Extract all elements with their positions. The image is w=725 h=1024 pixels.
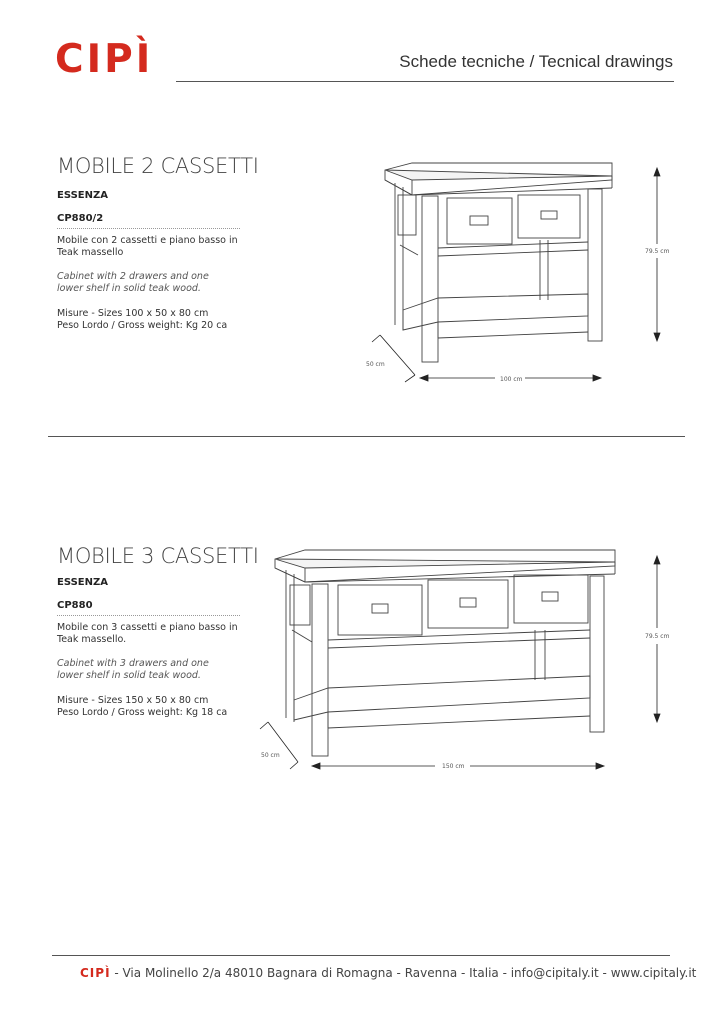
product-2-dim-depth: 50 cm bbox=[261, 752, 280, 759]
product-2-dotted-rule bbox=[57, 615, 240, 616]
product-1-dim-depth: 50 cm bbox=[366, 361, 385, 368]
product-1-dim-height: 79.5 cm bbox=[645, 248, 670, 255]
product-2-technical-drawing bbox=[255, 540, 685, 780]
footer-contact bbox=[80, 966, 696, 980]
product-1-description-it: Mobile con 2 cassetti e piano basso in Teak massello bbox=[57, 235, 238, 258]
product-2-weight: Peso Lordo / Gross weight: Kg 18 ca bbox=[57, 707, 228, 718]
product-1-title: MOBILE 2 CASSETTI bbox=[57, 154, 259, 178]
product-1-dim-width: 100 cm bbox=[500, 376, 523, 383]
product-1-code: CP880/2 bbox=[57, 213, 104, 224]
brand-logo: CIPÌ bbox=[55, 37, 154, 82]
product-2-description-en: Cabinet with 3 drawers and one lower shelf in solid teak wood. bbox=[57, 658, 209, 681]
page-header-title: Schede tecniche / Tecnical drawings bbox=[399, 52, 673, 71]
header-rule bbox=[176, 81, 674, 82]
product-2-dim-width: 150 cm bbox=[442, 763, 465, 770]
section-divider bbox=[48, 436, 685, 437]
product-1-essenza-label: ESSENZA bbox=[57, 190, 108, 201]
product-2-dim-height: 79.5 cm bbox=[645, 633, 670, 640]
product-1-weight: Peso Lordo / Gross weight: Kg 20 ca bbox=[57, 320, 228, 331]
product-2-title: MOBILE 3 CASSETTI bbox=[57, 544, 259, 568]
product-1-dotted-rule bbox=[57, 228, 240, 229]
product-1-technical-drawing bbox=[355, 150, 685, 390]
product-2-sizes: Misure - Sizes 150 x 50 x 80 cm bbox=[57, 695, 209, 706]
product-1-sizes: Misure - Sizes 100 x 50 x 80 cm bbox=[57, 308, 209, 319]
footer-address: - Via Molinello 2/a 48010 Bagnara di Romagna - Ravenna - Italia - info@cipitaly.it - www.cipitaly.it bbox=[110, 966, 697, 980]
footer-brand: CIPÌ bbox=[80, 966, 111, 980]
product-1-description-en: Cabinet with 2 drawers and one lower shelf in solid teak wood. bbox=[57, 271, 209, 294]
product-2-description-it: Mobile con 3 cassetti e piano basso in Teak massello. bbox=[57, 622, 238, 645]
footer-rule bbox=[52, 955, 670, 956]
product-2-code: CP880 bbox=[57, 600, 93, 611]
product-2-essenza-label: ESSENZA bbox=[57, 577, 108, 588]
